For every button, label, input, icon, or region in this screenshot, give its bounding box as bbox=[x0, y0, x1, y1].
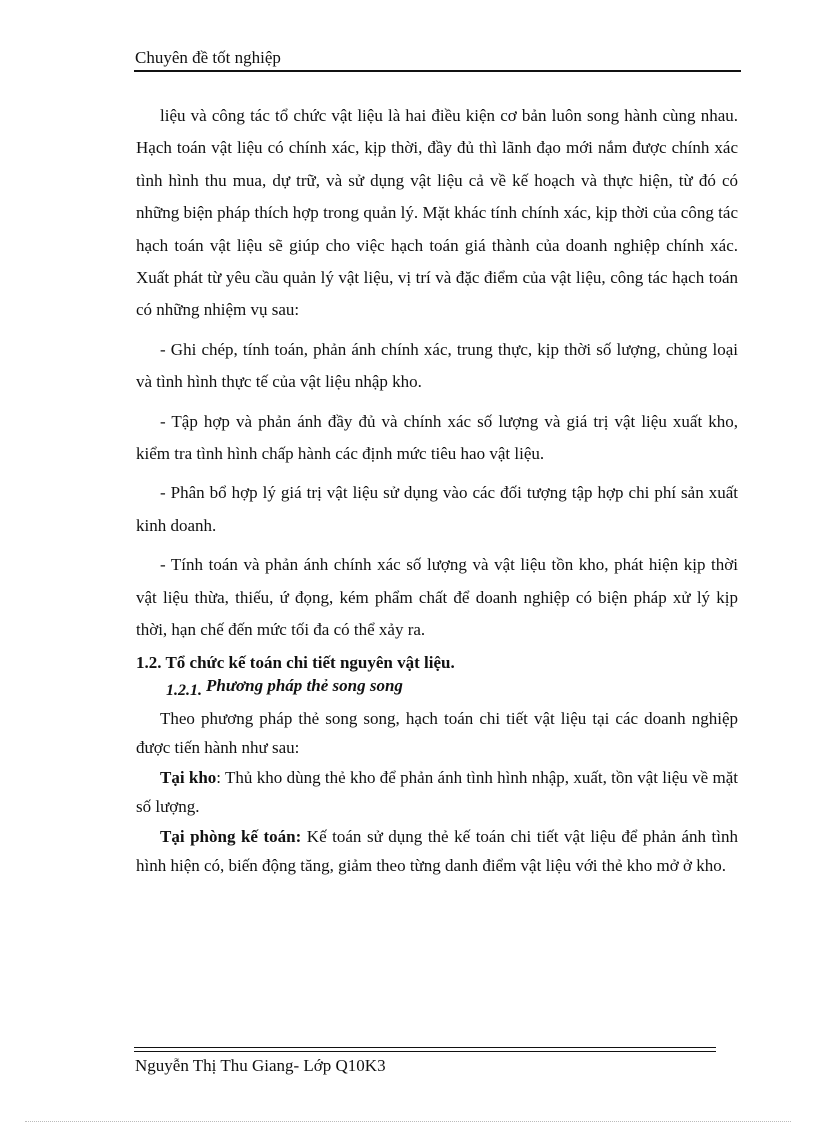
footer-rule bbox=[134, 1051, 716, 1052]
bullet-item: - Phân bổ hợp lý giá trị vật liệu sử dụng vào các đối tượng tập hợp chi phí sản xuất kinh doanh. bbox=[136, 483, 738, 535]
paragraph-accounting bbox=[136, 822, 738, 881]
section-heading: 1.2. Tổ chức kế toán chi tiết nguyên vật liệu. bbox=[136, 652, 455, 672]
paragraph-warehouse-text: : Thủ kho dùng thẻ kho để phản ánh tình hình nhập, xuất, tồn vật liệu về mặt số lượng. bbox=[136, 767, 738, 816]
bullet-item: - Tính toán và phản ánh chính xác số lượng và vật liệu tồn kho, phát hiện kịp thời vật liệu thừa, thiếu, ứ đọng, kém phẩm chất để doanh nghiệp có biện pháp xử lý kịp thời, hạn chế đến mức tối đa có thể xảy ra. bbox=[136, 555, 738, 640]
bullet-item: - Ghi chép, tính toán, phản ánh chính xác, trung thực, kịp thời số lượng, chủng loại và tình hình thực tế của vật liệu nhập kho. bbox=[136, 339, 738, 392]
paragraph-intro: liệu và công tác tổ chức vật liệu là hai điều kiện cơ bản luôn song hành cùng nhau. Hạch toán vật liệu có chính xác, kịp thời, đầy đủ thì lãnh đạo mới nắm được chính xác tình hình thu mua, dự trữ, và sử dụng vật liệu cả về kế hoạch và thực hiện, từ đó có những biện pháp thích hợp trong quản lý. Mặt khác tính chính xác, kịp thời của công tác hạch toán vật liệu sẽ giúp cho việc hạch toán giá thành của doanh nghiệp chính xác. Xuất phát từ yêu cầu quản lý vật liệu, vị trí và đặc điểm của vật liệu, công tác hạch toán có những nhiệm vụ sau: bbox=[136, 106, 738, 320]
term-accounting: Tại phòng kế toán: bbox=[160, 826, 302, 846]
term-warehouse: Tại kho bbox=[160, 767, 217, 787]
page-header-title: Chuyên đề tốt nghiệp bbox=[135, 48, 281, 67]
page-bottom-border bbox=[25, 1121, 791, 1122]
bullet-item: - Tập hợp và phản ánh đầy đủ và chính xác số lượng và giá trị vật liệu xuất kho, kiểm tra tình hình chấp hành các định mức tiêu hao vật liệu. bbox=[136, 411, 738, 464]
subsection-title: Phương pháp thẻ song song bbox=[206, 675, 403, 695]
paragraph-method: Theo phương pháp thẻ song song, hạch toán chi tiết vật liệu tại các doanh nghiệp được tiến hành như sau: bbox=[136, 708, 738, 757]
paragraph-accounting-text: Kế toán sử dụng thẻ kế toán chi tiết vật liệu để phản ánh tình hình hiện có, biến động tăng, giảm theo từng danh điểm vật liệu với thẻ kho mở ở kho. bbox=[136, 826, 738, 875]
footer-rule bbox=[134, 1047, 716, 1048]
page-footer-text: Nguyễn Thị Thu Giang- Lớp Q10K3 bbox=[135, 1056, 386, 1075]
header-rule bbox=[134, 70, 741, 72]
subsection-heading bbox=[166, 677, 738, 704]
subsection-number: 1.2.1. bbox=[166, 681, 202, 699]
document-body bbox=[136, 100, 738, 881]
paragraph-warehouse bbox=[136, 763, 738, 822]
